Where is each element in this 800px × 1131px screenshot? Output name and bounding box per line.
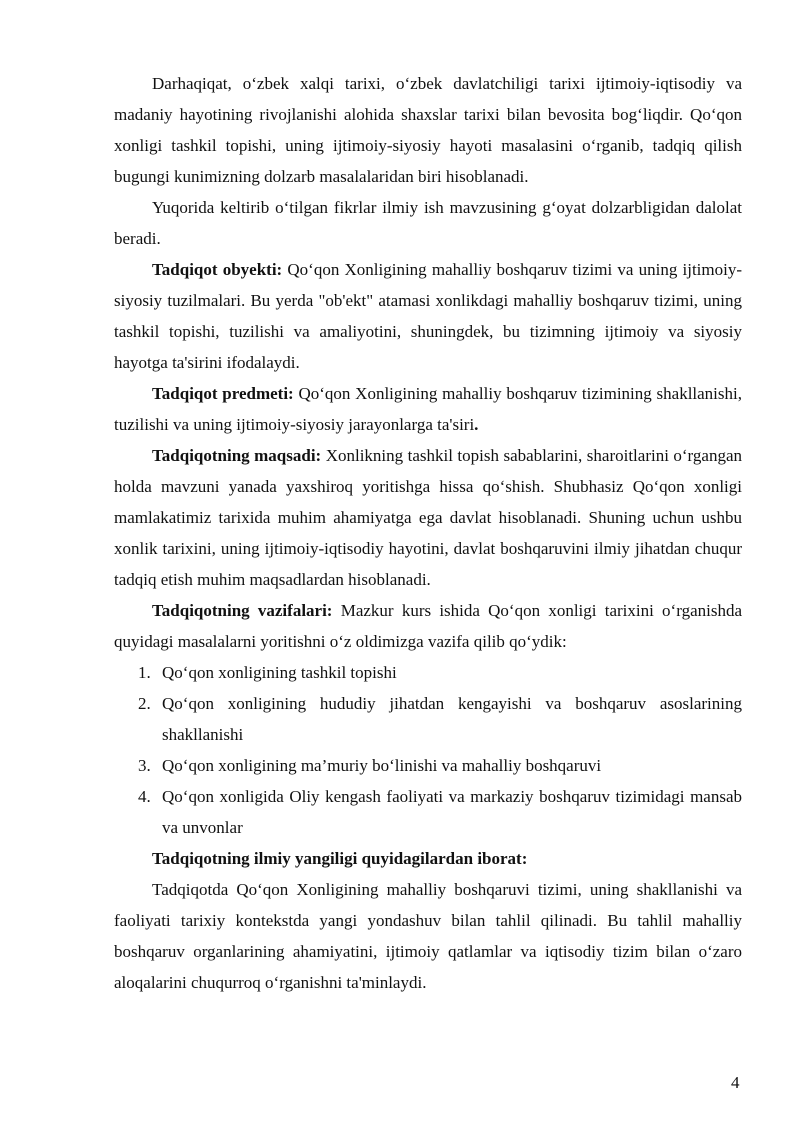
list-text: Qo‘qon xonligining tashkil topishi: [162, 663, 397, 682]
list-item: [114, 657, 742, 688]
list-item: [114, 688, 742, 750]
page-number: 4: [731, 1073, 740, 1092]
list-text: Qo‘qon xonligining hududiy jihatdan kengayishi va boshqaruv asoslarining shakllanishi: [162, 694, 742, 744]
list-number: 2.: [138, 694, 151, 713]
subject-label: Tadqiqot predmeti:: [152, 384, 294, 403]
paragraph-novelty: Tadqiqotda Qo‘qon Xonligining mahalliy boshqaruvi tizimi, uning shakllanishi va faoliyati tarixiy kontekstda yangi yondashuv bilan tahlil qilinadi. Bu tahlil mahalliy boshqaruv organlarining ahamiyatini, ijtimoiy qatlamlar va iqtisodiy tizim bilan o‘zaro aloqalarini chuqurroq o‘rganishni ta'minlaydi.: [114, 880, 742, 992]
object-text: Qo‘qon Xonligining mahalliy boshqaruv tizimi va uning ijtimoiy-siyosiy tuzilmalari. Bu yerda "ob'ekt" atamasi xonlikdagi mahalliy boshqaruv tizimi, uning tashkil topishi, tuzilishi va amaliyotini, shuningdek, bu tizimning ijtimoiy va siyosiy hayotga ta'sirini ifodalaydi.: [114, 260, 743, 372]
paragraph-goal: [114, 440, 742, 595]
paragraph-intro: Darhaqiqat, o‘zbek xalqi tarixi, o‘zbek davlatchiligi tarixi ijtimoiy-iqtisodiy va madaniy hayotining rivojlanishi alohida shaxslar tarixi bilan bevosita bog‘liqdir. Qo‘qon xonligi tashkil topishi, uning ijtimoiy-siyosiy hayoti masalasini o‘rganib, tadqiq qilish bugungi kunimizning dolzarb masalalaridan biri hisoblanadi.: [114, 74, 742, 186]
list-text: Qo‘qon xonligida Oliy kengash faoliyati va markaziy boshqaruv tizimidagi mansab va unvonlar: [162, 787, 742, 837]
object-label: Tadqiqot obyekti:: [152, 260, 283, 279]
list-number: 4.: [138, 787, 151, 806]
list-number: 1.: [138, 663, 151, 682]
subject-text: Qo‘qon Xonligining mahalliy boshqaruv tizimining shakllanishi, tuzilishi va uning ijtimoiy-siyosiy jarayonlarga ta'siri: [114, 384, 742, 434]
list-text: Qo‘qon xonligining ma’muriy bo‘linishi va mahalliy boshqaruvi: [162, 756, 602, 775]
novelty-heading: Tadqiqotning ilmiy yangiligi quyidagilardan iborat:: [152, 849, 528, 868]
paragraph-tasks: [114, 595, 742, 657]
goal-label: Tadqiqotning maqsadi:: [152, 446, 322, 465]
paragraph-object: [114, 254, 742, 378]
tasks-list: [114, 657, 742, 843]
tasks-label: Tadqiqotning vazifalari:: [152, 601, 333, 620]
list-item: [114, 781, 742, 843]
paragraph-subject: [114, 378, 742, 440]
document-body: [114, 68, 742, 998]
goal-text: Xonlikning tashkil topish sabablarini, sharoitlarini o‘rgangan holda mavzuni yanada yaxshiroq yoritishga hissa qo‘shish. Shubhasiz Qo‘qon xonligi mamlakatimiz tarixida muhim ahamiyatga ega davlat hisoblanadi. Shuning uchun ushbu xonlik tarixini, uning ijtimoiy-iqtisodiy hayotini, davlat boshqaruvini ilmiy jihatdan chuqur tadqiq etish muhim maqsadlardan hisoblanadi.: [114, 446, 743, 589]
list-item: [114, 750, 742, 781]
subject-end: .: [474, 415, 479, 434]
list-number: 3.: [138, 756, 151, 775]
tasks-text: Mazkur kurs ishida Qo‘qon xonligi tarixini o‘rganishda quyidagi masalalarni yoritishni o‘z oldimizga vazifa qilib qo‘ydik:: [114, 601, 743, 651]
paragraph-relevance: Yuqorida keltirib o‘tilgan fikrlar ilmiy ish mavzusining g‘oyat dolzarbligidan dalolat beradi.: [114, 198, 742, 248]
